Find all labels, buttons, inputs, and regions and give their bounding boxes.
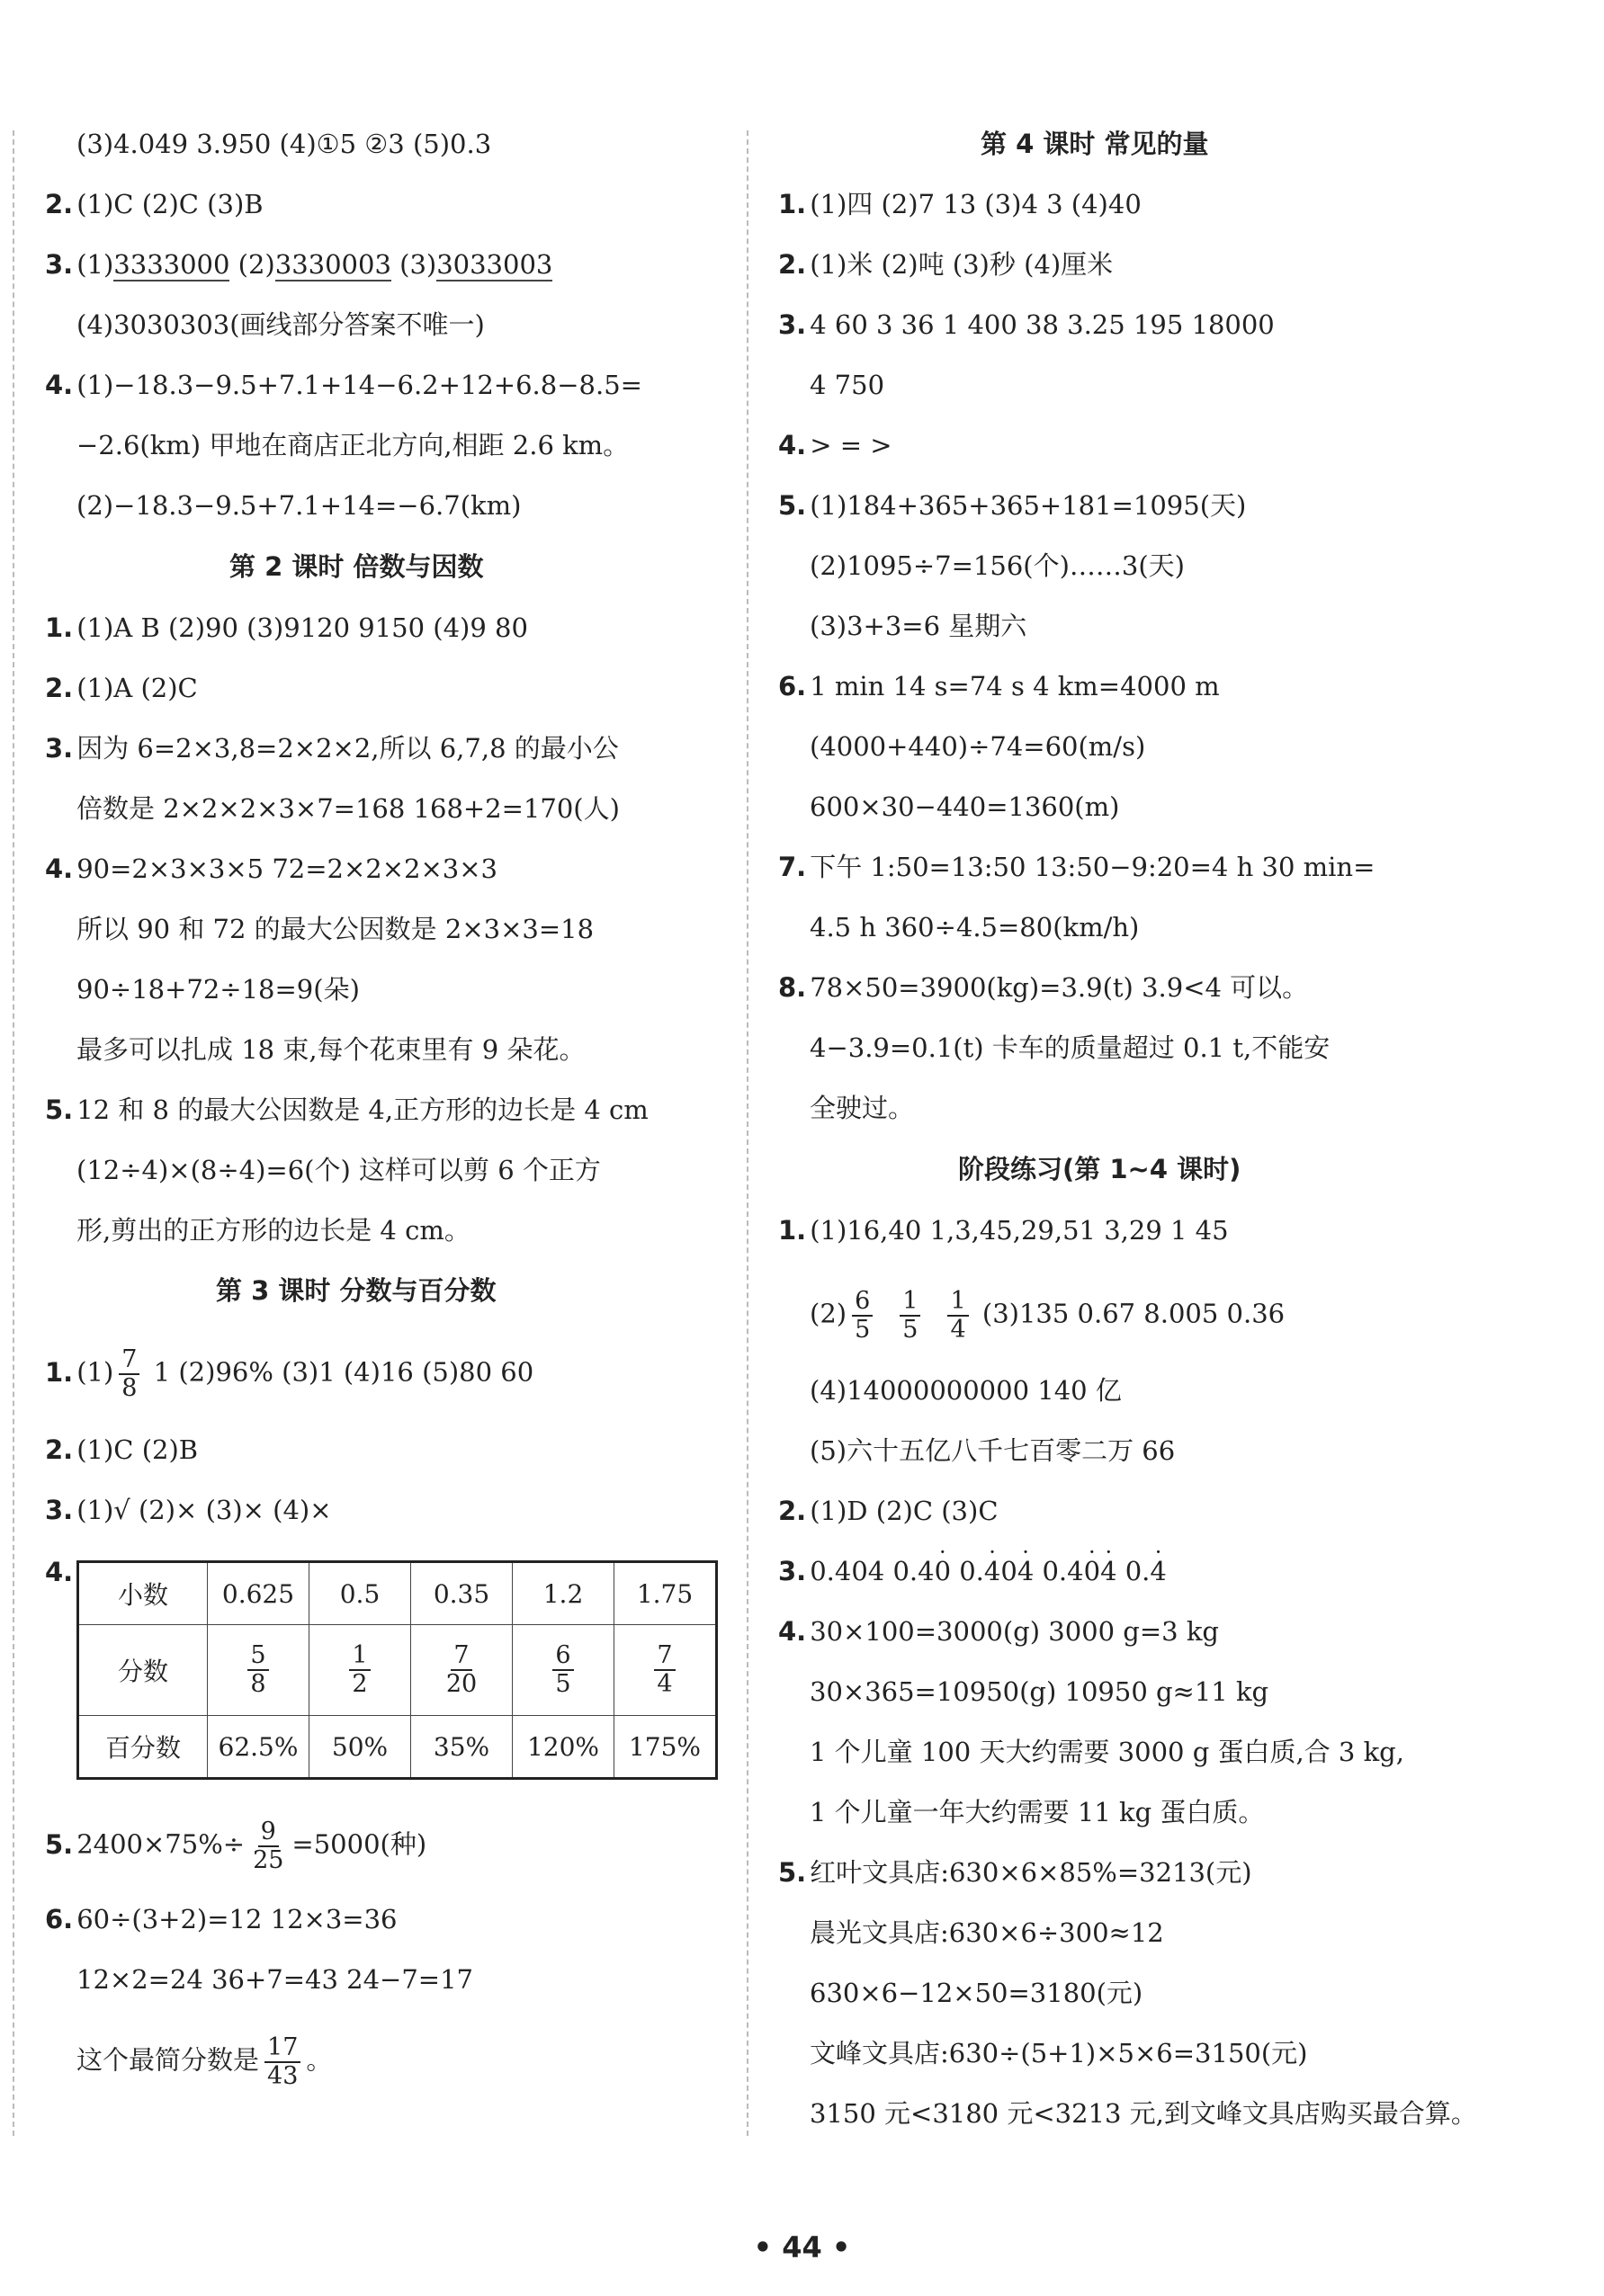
- denominator: 20: [445, 1670, 478, 1698]
- answer-4-cont1: −2.6(km) 甲地在商店正北方向,相距 2.6 km。: [76, 430, 630, 460]
- s5-answer-4-cont1: 30×365=10950(g) 10950 g≈11 kg: [810, 1676, 1269, 1707]
- left-line-1: (3)4.049 3.950 (4)①5 ②3 (5)0.3: [76, 129, 492, 159]
- repeating-digit: · 4: [1150, 1556, 1166, 1586]
- answer-3: [45, 246, 552, 282]
- answer-text: 0.: [1116, 1556, 1151, 1586]
- section-heading-lesson-2: 第 2 课时 倍数与因数: [229, 551, 484, 582]
- s2-answer-3-cont: 倍数是 2×2×2×3×7=168 168+2=170(人): [76, 793, 620, 824]
- page-number: • 44 •: [753, 2230, 851, 2265]
- fraction: [947, 1288, 968, 1343]
- repeating-digit: · 0: [935, 1556, 951, 1586]
- fraction: [119, 1346, 139, 1401]
- question-number: 5.: [778, 490, 807, 521]
- question-number: 4.: [778, 1616, 807, 1647]
- denominator: 5: [902, 1315, 918, 1344]
- answer-text: 2400×75%÷: [76, 1828, 246, 1860]
- table-row-percent: [78, 1716, 717, 1779]
- answer-4: [45, 367, 642, 403]
- answer-text: (2): [229, 249, 275, 280]
- question-number: 4.: [45, 853, 74, 884]
- numerator: 7: [119, 1346, 139, 1375]
- repeating-digit: · 4: [984, 1556, 1000, 1586]
- answer-text: (1)−18.3−9.5+7.1+14−6.2+12+6.8−8.5=: [76, 370, 642, 400]
- table-row-label: 分数: [78, 1625, 208, 1716]
- table-cell: [513, 1625, 614, 1716]
- answer-text: (1)A (2)C: [76, 673, 198, 703]
- answer-text: (1)16,40 1,3,45,29,51 3,29 1 45: [810, 1215, 1229, 1246]
- s2-answer-4-cont2: 90÷18+72÷18=9(朵): [76, 974, 360, 1005]
- s4-answer-3-cont: 4 750: [810, 370, 885, 400]
- s4-answer-3: [778, 307, 1275, 343]
- question-number: 1.: [778, 1215, 807, 1246]
- conversion-table: [76, 1560, 718, 1780]
- question-number: 3.: [45, 733, 74, 764]
- answer-text: (1)A B (2)90 (3)9120 9150 (4)9 80: [76, 612, 528, 643]
- s2-answer-5-cont2: 形,剪出的正方形的边长是 4 cm。: [76, 1215, 470, 1246]
- s5-answer-5-cont3: 文峰文具店:630÷(5+1)×5×6=3150(元): [810, 2038, 1308, 2068]
- s4-answer-6: [778, 668, 1220, 704]
- fraction: [900, 1288, 920, 1343]
- question-number: 4.: [45, 370, 74, 400]
- answer-text: (3)135 0.67 8.005 0.36: [973, 1298, 1286, 1329]
- fraction: [654, 1642, 675, 1697]
- s5-answer-1-cont4: (5)六十五亿八千七百零二万 66: [810, 1435, 1176, 1466]
- table-cell: 50%: [309, 1716, 411, 1779]
- table-cell: 35%: [411, 1716, 513, 1779]
- s2-answer-5: [45, 1092, 649, 1128]
- answer-text: 下午 1:50=13:50 13:50−9:20=4 h 30 min=: [810, 852, 1375, 882]
- underlined-answer: 3330003: [274, 249, 391, 280]
- s5-answer-3: [778, 1553, 1167, 1589]
- numerator: 5: [247, 1642, 268, 1671]
- table-row-fraction: [78, 1625, 717, 1716]
- answer-text: 90=2×3×3×5 72=2×2×2×3×3: [76, 853, 497, 884]
- s5-answer-4-cont3: 1 个儿童一年大约需要 11 kg 蛋白质。: [810, 1797, 1265, 1827]
- column-divider: [747, 130, 748, 2136]
- section-heading-lesson-3: 第 3 课时 分数与百分数: [216, 1275, 497, 1306]
- numerator: 9: [258, 1818, 279, 1847]
- denominator: 8: [121, 1373, 138, 1402]
- s5-answer-2: [778, 1493, 999, 1529]
- answer-text: 0.4: [1034, 1556, 1084, 1586]
- question-number: 5.: [45, 1828, 74, 1860]
- denominator: 8: [250, 1670, 266, 1698]
- table-cell: 175%: [614, 1716, 717, 1779]
- question-number: 3.: [45, 249, 74, 280]
- question-number: 5.: [778, 1857, 807, 1888]
- answer-text: 78×50=3900(kg)=3.9(t) 3.9<4 可以。: [810, 972, 1309, 1003]
- question-number: 5.: [45, 1094, 74, 1125]
- answer-text: (1)C (2)C (3)B: [76, 189, 264, 219]
- underlined-answer: 3033003: [436, 249, 553, 280]
- question-number: 2.: [778, 249, 807, 280]
- answer-2: [45, 186, 264, 222]
- denominator: 4: [657, 1670, 673, 1698]
- table-cell: 120%: [513, 1716, 614, 1779]
- table-row-decimal: [78, 1562, 717, 1625]
- denominator: 5: [555, 1670, 571, 1698]
- answer-text: 0: [1000, 1556, 1017, 1586]
- numerator: 1: [349, 1642, 370, 1671]
- fraction: [250, 1818, 286, 1873]
- s5-answer-1-cont3: (4)14000000000 140 亿: [810, 1375, 1122, 1406]
- s4-answer-5: [778, 487, 1246, 523]
- s2-answer-3: [45, 730, 619, 766]
- answer-text: (3): [390, 249, 437, 280]
- question-number: 1.: [778, 189, 807, 219]
- s5-answer-5: [778, 1854, 1252, 1890]
- s4-answer-5-cont1: (2)1095÷7=156(个)……3(天): [810, 550, 1185, 581]
- s4-answer-4: [778, 427, 892, 463]
- fraction: [349, 1642, 370, 1697]
- question-number: 4.: [778, 430, 807, 460]
- table-cell: 1.75: [614, 1562, 717, 1625]
- table-cell: 1.2: [513, 1562, 614, 1625]
- s5-answer-4-cont2: 1 个儿童 100 天大约需要 3000 g 蛋白质,合 3 kg,: [810, 1737, 1404, 1767]
- question-number: 1.: [45, 612, 74, 643]
- question-number: 8.: [778, 972, 807, 1003]
- numerator: 6: [852, 1288, 873, 1317]
- answer-text: (1)√ (2)× (3)× (4)×: [76, 1495, 332, 1525]
- answer-text: (1)四 (2)7 13 (3)4 3 (4)40: [810, 189, 1142, 219]
- s2-answer-4-cont3: 最多可以扎成 18 束,每个花束里有 9 朵花。: [76, 1034, 586, 1065]
- numerator: 7: [654, 1642, 675, 1671]
- answer-text: 30×100=3000(g) 3000 g=3 kg: [810, 1616, 1219, 1647]
- answer-text: (1)C (2)B: [76, 1434, 199, 1465]
- question-number: 7.: [778, 852, 807, 882]
- answer-text: 60÷(3+2)=12 12×3=36: [76, 1904, 398, 1934]
- repeating-digit: · 4: [1100, 1556, 1116, 1586]
- repeating-digit: · 4: [1017, 1556, 1034, 1586]
- answer-text: (1)米 (2)吨 (3)秒 (4)厘米: [810, 249, 1114, 280]
- question-number: 2.: [45, 1434, 74, 1465]
- denominator: 25: [253, 1845, 284, 1874]
- s4-answer-2: [778, 246, 1113, 282]
- s4-answer-8-cont2: 全驶过。: [810, 1093, 915, 1123]
- s3-answer-5: [45, 1818, 426, 1873]
- table-cell: [208, 1625, 309, 1716]
- answer-text: =5000(种): [291, 1828, 427, 1860]
- answer-text: 12 和 8 的最大公因数是 4,正方形的边长是 4 cm: [76, 1094, 649, 1125]
- s4-answer-7-cont: 4.5 h 360÷4.5=80(km/h): [810, 912, 1140, 943]
- numerator: 1: [947, 1288, 968, 1317]
- table-cell: 0.625: [208, 1562, 309, 1625]
- s4-answer-5-cont2: (3)3+3=6 星期六: [810, 611, 1027, 641]
- s4-answer-8: [778, 969, 1308, 1005]
- table-cell: 0.5: [309, 1562, 411, 1625]
- s3-answer-2: [45, 1432, 198, 1468]
- s3-answer-6: [45, 1901, 398, 1937]
- answer-text: 0.: [951, 1556, 984, 1586]
- fraction: [247, 1642, 268, 1697]
- denominator: 2: [352, 1670, 368, 1698]
- left-margin-rule: [13, 130, 14, 2136]
- question-number: 6.: [778, 671, 807, 701]
- s5-answer-5-cont2: 630×6−12×50=3180(元): [810, 1978, 1143, 2008]
- s5-answer-5-cont1: 晨光文具店:630×6÷300≈12: [810, 1917, 1164, 1948]
- section-heading-lesson-4: 第 4 课时 常见的量: [981, 129, 1209, 159]
- question-number: 6.: [45, 1904, 74, 1934]
- fraction: [444, 1642, 479, 1697]
- s3-answer-1: [45, 1346, 533, 1401]
- s2-answer-5-cont1: (12÷4)×(8÷4)=6(个) 这样可以剪 6 个正方: [76, 1155, 601, 1185]
- numerator: 1: [900, 1288, 920, 1317]
- table-cell: [309, 1625, 411, 1716]
- underlined-answer: 3333000: [113, 249, 230, 280]
- answer-text: (1)184+365+365+181=1095(天): [810, 490, 1247, 521]
- s3-answer-4-number: [45, 1554, 76, 1590]
- table-cell: [614, 1625, 717, 1716]
- table-row-label: 百分数: [78, 1716, 208, 1779]
- question-number: 3.: [45, 1495, 74, 1525]
- table-cell: [411, 1625, 513, 1716]
- s5-answer-1: [778, 1212, 1229, 1248]
- s2-answer-4: [45, 851, 497, 887]
- answer-text: 4 60 3 36 1 400 38 3.25 195 18000: [810, 309, 1275, 340]
- question-number: 3.: [778, 1556, 807, 1586]
- fraction: [852, 1288, 873, 1343]
- question-number: 3.: [778, 309, 807, 340]
- s3-answer-6-cont1: 12×2=24 36+7=43 24−7=17: [76, 1964, 473, 1995]
- s4-answer-6-cont2: 600×30−440=1360(m): [810, 791, 1120, 822]
- s4-answer-8-cont1: 4−3.9=0.1(t) 卡车的质量超过 0.1 t,不能安: [810, 1032, 1331, 1063]
- question-number: 2.: [778, 1496, 807, 1526]
- numerator: 6: [552, 1642, 573, 1671]
- question-number: 2.: [45, 673, 74, 703]
- answer-4-cont2: (2)−18.3−9.5+7.1+14=−6.7(km): [76, 490, 522, 521]
- repeating-digit: · 0: [1084, 1556, 1100, 1586]
- answer-text: 0.404 0.4: [810, 1556, 935, 1586]
- answer-text: 红叶文具店:630×6×85%=3213(元): [810, 1857, 1252, 1888]
- s5-answer-4: [778, 1613, 1219, 1649]
- denominator: 43: [267, 2061, 299, 2090]
- answer-text: 。: [306, 2044, 333, 2076]
- s3-answer-6-cont2: [76, 2034, 332, 2089]
- answer-text: 这个最简分数是: [76, 2044, 260, 2076]
- s2-answer-1: [45, 610, 528, 646]
- s5-answer-1-cont2: [810, 1288, 1285, 1343]
- question-number: 1.: [45, 1356, 74, 1388]
- numerator: 7: [451, 1642, 471, 1671]
- answer-text: (1): [76, 249, 114, 280]
- table-cell: 0.35: [411, 1562, 513, 1625]
- fraction: [264, 2034, 300, 2089]
- answer-text: 1 (2)96% (3)1 (4)16 (5)80 60: [145, 1356, 534, 1388]
- section-heading-stage-practice: 阶段练习(第 1~4 课时): [958, 1154, 1241, 1184]
- s2-answer-4-cont1: 所以 90 和 72 的最大公因数是 2×3×3=18: [76, 914, 595, 944]
- denominator: 5: [855, 1315, 871, 1344]
- table-row-label: 小数: [78, 1562, 208, 1625]
- s5-answer-5-cont4: 3150 元<3180 元<3213 元,到文峰文具店购买最合算。: [810, 2098, 1477, 2129]
- s4-answer-7: [778, 849, 1375, 885]
- question-number: 2.: [45, 189, 74, 219]
- table-cell: 62.5%: [208, 1716, 309, 1779]
- answer-text: 因为 6=2×3,8=2×2×2,所以 6,7,8 的最小公: [76, 733, 619, 764]
- answer-text: (1): [76, 1356, 114, 1388]
- question-number: 4.: [45, 1557, 74, 1587]
- answer-text: (2): [810, 1298, 847, 1329]
- denominator: 4: [950, 1315, 966, 1344]
- s4-answer-1: [778, 186, 1142, 222]
- s4-answer-6-cont1: (4000+440)÷74=60(m/s): [810, 731, 1146, 762]
- s3-answer-3: [45, 1492, 332, 1528]
- answer-text: > = >: [810, 430, 892, 460]
- answer-text: (1)D (2)C (3)C: [810, 1496, 999, 1526]
- s2-answer-2: [45, 670, 198, 706]
- numerator: 17: [264, 2034, 300, 2063]
- answer-text: 1 min 14 s=74 s 4 km=4000 m: [810, 671, 1220, 701]
- answer-3-cont: (4)3030303(画线部分答案不唯一): [76, 309, 485, 340]
- fraction: [552, 1642, 573, 1697]
